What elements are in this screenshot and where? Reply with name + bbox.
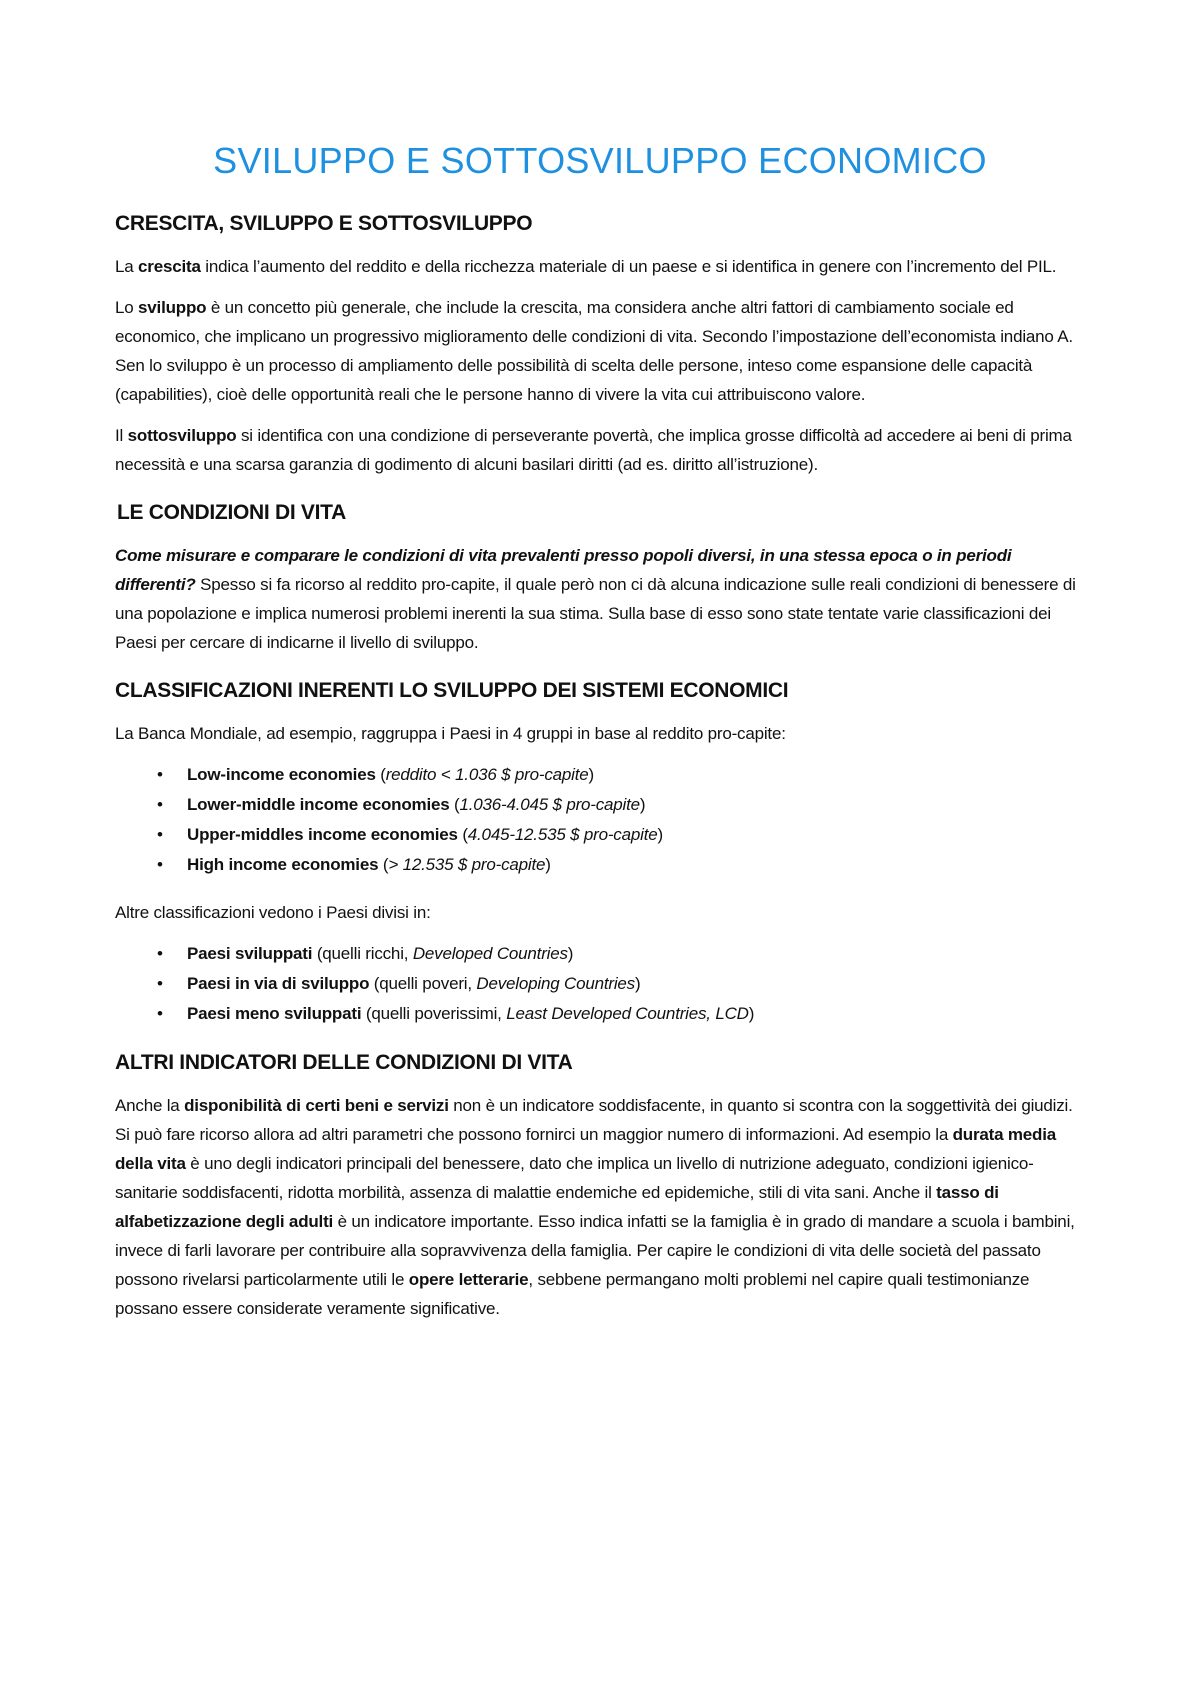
text-run: (	[449, 795, 460, 814]
bold-term: sottosviluppo	[127, 426, 237, 445]
italic-text: reddito < 1.036 $ pro-capite	[385, 765, 589, 784]
text-run: (	[378, 855, 389, 874]
text-run: )	[634, 974, 641, 993]
bold-term: Paesi in via di sviluppo	[187, 974, 370, 993]
text-run: è un concetto più generale, che include la crescita, ma considera anche altri fattori di cambiamento sociale ed economico, che implicano un progressivo miglioramento delle condizioni di vita. Secondo l’impostazione dell’economista indiano A. Sen lo sviluppo è un processo di ampliamento delle possibilità di scelta delle persone, inteso come espansione delle capacità (capabilities), cioè delle opportunità reali che le persone hanno di vivere la vita cui attribuiscono valore.	[115, 298, 1073, 404]
section-heading-indicatori: ALTRI INDICATORI DELLE CONDIZIONI DI VITA	[115, 1051, 573, 1074]
country-groups-list	[115, 939, 1085, 1029]
text-run: (	[457, 825, 468, 844]
text-run: )	[567, 944, 574, 963]
text-run: si identifica con una condizione di perseverante povertà, che implica grosse difficoltà ad accedere ai beni di prima necessità e una scarsa garanzia di godimento di alcuni basilari diritti (ad es. diritto all’istruzione).	[115, 426, 1072, 474]
bold-italic-question: Come misurare e comparare le condizioni di vita prevalenti presso popoli diversi, in una stessa epoca o in periodi differenti?	[115, 546, 1012, 594]
text-run: (quelli ricchi,	[312, 944, 413, 963]
text-run: è uno degli indicatori principali del benessere, dato che implica un livello di nutrizione adeguato, condizioni igienico-sanitarie soddisfacenti, ridotta morbilità, assenza di malattie endemiche ed epidemiche, stili di vita sani. Anche il	[115, 1154, 1034, 1202]
italic-text: Developing Countries	[476, 974, 635, 993]
document-title: SVILUPPO E SOTTOSVILUPPO ECONOMICO	[213, 140, 987, 181]
bullet-icon: •	[157, 765, 163, 784]
bold-term: disponibilità di certi beni e servizi	[184, 1096, 449, 1115]
italic-text: 4.045-12.535 $ pro-capite	[467, 825, 658, 844]
bullet-icon: •	[157, 825, 163, 844]
text-run: (quelli poveri,	[369, 974, 477, 993]
italic-text: Least Developed Countries, LCD	[506, 1004, 749, 1023]
text-run: è un indicatore importante. Esso indica infatti se la famiglia è in grado di mandare a scuola i bambini, invece di farli lavorare per contribuire alla sopravvivenza della famiglia. Per capire le condizioni di vita delle società del passato possono rivelarsi particolarmente utili le	[115, 1212, 1075, 1289]
text-run: (	[375, 765, 386, 784]
bullet-icon: •	[157, 974, 163, 993]
paragraph-sviluppo	[115, 293, 1085, 409]
text-run: Il	[115, 426, 128, 445]
bold-term: Low-income economies	[187, 765, 376, 784]
paragraph-condizioni	[115, 541, 1085, 657]
bullet-icon: •	[157, 944, 163, 963]
italic-text: 1.036-4.045 $ pro-capite	[459, 795, 640, 814]
text-run: )	[588, 765, 594, 784]
list-item	[157, 850, 1085, 880]
list-item	[157, 969, 1085, 999]
list-item	[157, 939, 1085, 969]
text-run: Lo	[115, 298, 139, 317]
list-item	[157, 999, 1085, 1029]
bold-term: Lower-middle income economies	[187, 795, 450, 814]
bold-term: Upper-middles income economies	[187, 825, 458, 844]
bullet-icon: •	[157, 1004, 163, 1023]
bold-term: Paesi meno sviluppati	[187, 1004, 362, 1023]
list-item	[157, 760, 1085, 790]
bold-term: sviluppo	[138, 298, 207, 317]
bold-term: Paesi sviluppati	[187, 944, 313, 963]
income-groups-list	[115, 760, 1085, 880]
bold-term: crescita	[138, 257, 201, 276]
text-run: )	[545, 855, 551, 874]
text-run: )	[748, 1004, 755, 1023]
document-page	[115, 140, 1085, 1335]
bullet-icon: •	[157, 855, 163, 874]
paragraph-altre-classificazioni: Altre classificazioni vedono i Paesi divisi in:	[115, 903, 431, 922]
bullet-icon: •	[157, 795, 163, 814]
paragraph-sottosviluppo	[115, 421, 1085, 479]
text-run: )	[639, 795, 646, 814]
section-heading-crescita: CRESCITA, SVILUPPO E SOTTOSVILUPPO	[115, 212, 533, 235]
paragraph-banca-mondiale: La Banca Mondiale, ad esempio, raggruppa i Paesi in 4 gruppi in base al reddito pro-capite:	[115, 724, 786, 743]
list-item	[157, 790, 1085, 820]
list-item	[157, 820, 1085, 850]
paragraph-indicatori	[115, 1091, 1085, 1323]
text-run: (quelli poverissimi,	[361, 1004, 507, 1023]
paragraph-crescita	[115, 252, 1085, 281]
text-run: Spesso si fa ricorso al reddito pro-capite, il quale però non ci dà alcuna indicazione sulle reali condizioni di benessere di una popolazione e implica numerosi problemi inerenti la sua stima. Sulla base di esso sono state tentate varie classificazioni dei Paesi per cercare di indicarne il livello di sviluppo.	[115, 575, 1076, 652]
italic-text: Developed Countries	[412, 944, 568, 963]
text-run: Anche la	[115, 1096, 185, 1115]
text-run: indica l’aumento del reddito e della ricchezza materiale di un paese e si identifica in genere con l’incremento del PIL.	[200, 257, 1057, 276]
text-run: , sebbene permangano molti problemi nel capire quali testimonianze possano essere considerate veramente significative.	[115, 1270, 1030, 1318]
text-run: non è un indicatore soddisfacente, in quanto si scontra con la soggettività dei giudizi. Si può fare ricorso allora ad altri parametri che possono fornirci un maggior numero di informazioni. Ad esempio la	[115, 1096, 1073, 1144]
section-heading-condizioni: LE CONDIZIONI DI VITA	[117, 501, 346, 524]
text-run: La	[115, 257, 139, 276]
bold-term: tasso di alfabetizzazione degli adulti	[115, 1183, 999, 1231]
bold-term: High income economies	[187, 855, 379, 874]
italic-text: > 12.535 $ pro-capite	[388, 855, 546, 874]
section-heading-classificazioni: CLASSIFICAZIONI INERENTI LO SVILUPPO DEI SISTEMI ECONOMICI	[115, 679, 789, 702]
bold-term: durata media della vita	[115, 1125, 1057, 1173]
bold-term: opere letterarie	[408, 1270, 529, 1289]
text-run: )	[657, 825, 663, 844]
